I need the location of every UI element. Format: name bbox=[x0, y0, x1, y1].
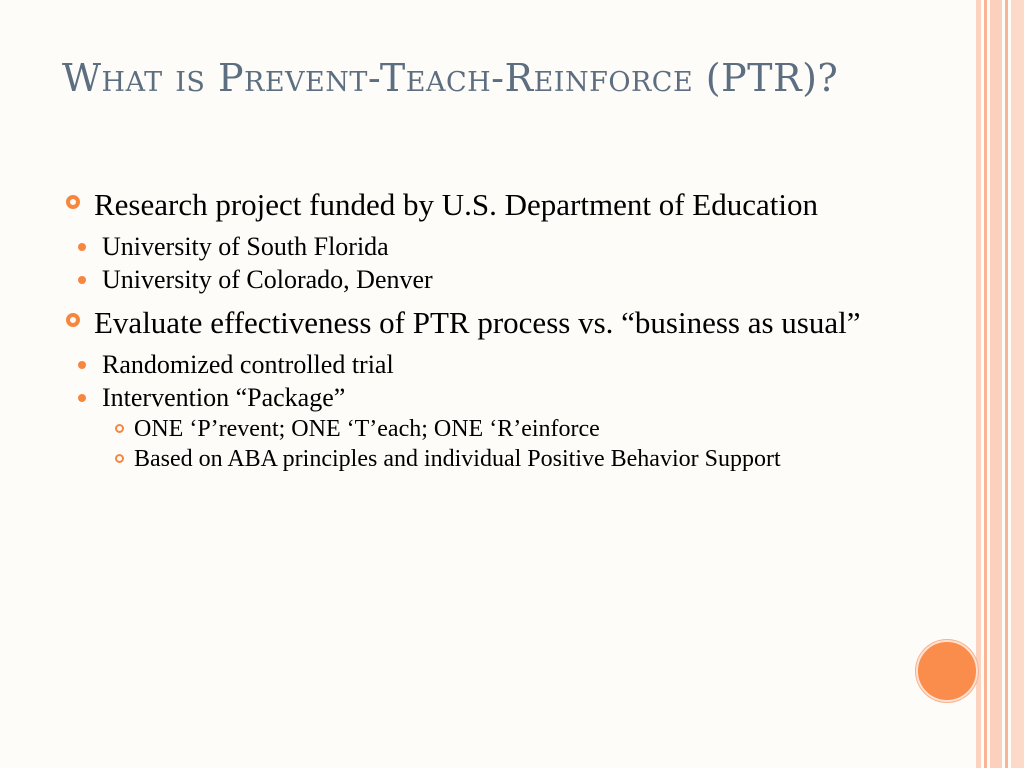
sub-sub-bullet-list bbox=[62, 414, 892, 474]
bullet-text: Research project funded by U.S. Department of Education bbox=[94, 187, 818, 222]
sub-sub-bullet-item bbox=[62, 444, 892, 474]
stripe bbox=[984, 0, 987, 768]
sub-bullet-text: Intervention “Package” bbox=[102, 383, 346, 412]
sub-bullet-text: University of South Florida bbox=[102, 232, 389, 261]
bullet-text: Evaluate effectiveness of PTR process vs. “business as usual” bbox=[94, 305, 861, 340]
sub-bullet-list bbox=[62, 230, 892, 296]
sub-sub-bullet-text: ONE ‘P’revent; ONE ‘T’each; ONE ‘R’einforce bbox=[134, 416, 600, 442]
sub-bullet-text: Randomized controlled trial bbox=[102, 350, 394, 379]
sub-list-wrap bbox=[62, 348, 892, 474]
slide-body bbox=[62, 186, 892, 482]
bullet-item bbox=[62, 186, 892, 224]
bullet-list bbox=[62, 186, 892, 474]
slide-title: What is Prevent-Teach-Reinforce (PTR)? bbox=[62, 56, 839, 100]
ring-bullet-icon bbox=[66, 313, 80, 327]
decorative-circle bbox=[916, 640, 978, 702]
stripe bbox=[1011, 0, 1024, 768]
sub-bullet-item bbox=[62, 348, 892, 381]
ring-bullet-icon bbox=[66, 195, 80, 209]
dot-bullet-icon bbox=[78, 243, 86, 251]
sub-bullet-item bbox=[62, 230, 892, 263]
sub-sub-bullet-item bbox=[62, 414, 892, 444]
sub-bullet-list bbox=[62, 348, 892, 474]
dot-bullet-icon bbox=[78, 276, 86, 284]
small-ring-bullet-icon bbox=[115, 424, 124, 433]
sub-list-wrap bbox=[62, 230, 892, 296]
sub-bullet-item bbox=[62, 263, 892, 296]
dot-bullet-icon bbox=[78, 394, 86, 402]
stripe bbox=[990, 0, 1002, 768]
sub-bullet-text: University of Colorado, Denver bbox=[102, 265, 433, 294]
small-ring-bullet-icon bbox=[115, 454, 124, 463]
stripe bbox=[1005, 0, 1008, 768]
stripe bbox=[976, 0, 981, 768]
sub-sub-bullet-text: Based on ABA principles and individual Positive Behavior Support bbox=[134, 446, 781, 472]
sub-bullet-item bbox=[62, 381, 892, 414]
bullet-item bbox=[62, 304, 892, 342]
sub-sub-list-wrap bbox=[62, 414, 892, 474]
dot-bullet-icon bbox=[78, 361, 86, 369]
decorative-stripes bbox=[976, 0, 1024, 768]
